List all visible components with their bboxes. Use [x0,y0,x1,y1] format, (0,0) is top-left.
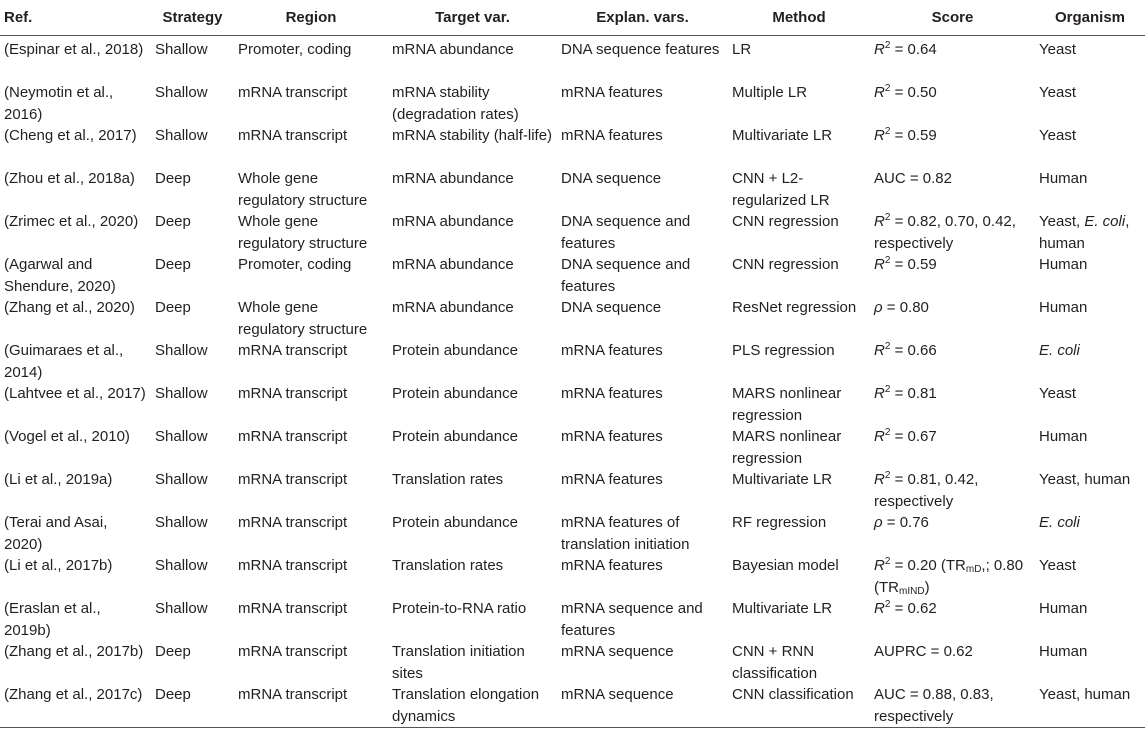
cell-ref: (Neymotin et al., 2016) [4,84,114,123]
cell-organism: Yeast, human [1039,686,1131,703]
cell-score: $R^2 = 0.20$ ($TR_{mD}$,; 0.80 $(TR_{mIND})$ [874,556,1024,597]
cell-explan: mRNA features [561,84,663,101]
cell-organism: Yeast [1039,84,1076,101]
cell-method: CNN + L2-regularized LR [732,170,830,209]
cell-strategy: Shallow [155,428,208,445]
cell-strategy: Shallow [155,471,208,488]
cell-score: AUPRC = 0.62 [874,643,973,660]
cell-ref: (Vogel et al., 2010) [4,428,130,445]
cell-strategy: Shallow [155,84,208,101]
cell-ref: (Guimaraes et al., 2014) [4,342,124,381]
cell-organism: Human [1039,600,1088,617]
cell-strategy: Shallow [155,514,208,531]
cell-method: Multivariate LR [732,127,833,144]
cell-explan: mRNA features [561,557,663,574]
table-row [0,426,1145,469]
cell-strategy: Shallow [155,557,208,574]
cell-explan: mRNA features [561,342,663,359]
cell-strategy: Deep [155,686,191,703]
cell-score: ρ = 0.76 [874,514,929,531]
table-row [0,211,1145,254]
cell-target: mRNA abundance [392,170,514,187]
header-ref: Ref. [0,0,151,36]
cell-method: CNN classification [732,686,854,703]
cell-score: AUC = 0.82 [874,170,952,187]
cell-method: LR [732,41,752,58]
table-row [0,598,1145,641]
cell-ref: (Espinar et al., 2018) [4,41,144,58]
cell-target: mRNA abundance [392,41,514,58]
cell-score: $R^2 = 0.66$ [874,341,937,359]
cell-ref: (Terai and Asai, 2020) [4,514,108,553]
cell-ref: (Zhang et al., 2017b) [4,643,144,660]
table-row [0,254,1145,297]
cell-ref: (Zhang et al., 2020) [4,299,135,316]
cell-strategy: Deep [155,299,191,316]
header-target: Target var. [388,0,557,36]
cell-target: mRNA stability (degradation rates) [392,84,519,123]
cell-explan: mRNA features [561,428,663,445]
cell-score: $R^2 = 0.64$ [874,40,937,58]
header-row [0,0,1145,36]
cell-region: Whole gene regulatory structure [238,213,368,252]
cell-method: MARS nonlinear regression [732,385,842,424]
cell-strategy: Shallow [155,342,208,359]
table-body [0,36,1145,728]
cell-organism: Yeast, E. coli, human [1039,213,1130,252]
cell-ref: (Li et al., 2017b) [4,557,113,574]
cell-score: $R^2 = 0.59$ [874,126,937,144]
cell-method: Bayesian model [732,557,839,574]
table-row [0,512,1145,555]
cell-strategy: Shallow [155,41,208,58]
cell-method: ResNet regression [732,299,857,316]
cell-region: Promoter, coding [238,41,352,58]
table-row [0,383,1145,426]
cell-target: Protein abundance [392,514,518,531]
cell-ref: (Cheng et al., 2017) [4,127,137,144]
cell-ref: (Li et al., 2019a) [4,471,113,488]
table-row [0,340,1145,383]
cell-strategy: Shallow [155,600,208,617]
cell-region: mRNA transcript [238,686,348,703]
cell-target: Protein-to-RNA ratio [392,600,527,617]
cell-strategy: Deep [155,256,191,273]
cell-score: ρ = 0.80 [874,299,929,316]
cell-strategy: Shallow [155,385,208,402]
cell-target: Protein abundance [392,428,518,445]
cell-organism: E. coli [1039,342,1080,359]
cell-region: mRNA transcript [238,600,348,617]
cell-score: $R^2 = 0.81$, 0.42, respectively [874,470,979,510]
header-score: Score [870,0,1035,36]
table-row [0,297,1145,340]
cell-target: mRNA abundance [392,213,514,230]
cell-explan: mRNA features [561,385,663,402]
cell-target: Protein abundance [392,385,518,402]
cell-organism: Human [1039,428,1088,445]
cell-organism: Human [1039,170,1088,187]
cell-region: mRNA transcript [238,471,348,488]
cell-method: Multivariate LR [732,471,833,488]
cell-explan: mRNA features of translation initiation [561,514,690,553]
cell-method: RF regression [732,514,827,531]
cell-method: PLS regression [732,342,835,359]
header-explan: Explan. vars. [557,0,728,36]
cell-region: mRNA transcript [238,557,348,574]
table-row [0,125,1145,168]
cell-region: mRNA transcript [238,643,348,660]
cell-method: CNN regression [732,256,839,273]
cell-score: $R^2 = 0.67$ [874,427,937,445]
cell-region: mRNA transcript [238,342,348,359]
cell-method: CNN regression [732,213,839,230]
cell-method: CNN + RNN classification [732,643,818,682]
cell-explan: mRNA sequence [561,686,674,703]
cell-explan: mRNA sequence [561,643,674,660]
cell-region: Promoter, coding [238,256,352,273]
table-row [0,641,1145,684]
cell-target: mRNA abundance [392,299,514,316]
cell-organism: Yeast [1039,127,1076,144]
table-row [0,469,1145,512]
cell-organism: Human [1039,256,1088,273]
cell-score: $R^2 = 0.82$, 0.70, 0.42, respectively [874,212,1016,252]
cell-method: MARS nonlinear regression [732,428,842,467]
cell-organism: E. coli [1039,514,1080,531]
cell-ref: (Agarwal and Shendure, 2020) [4,256,116,295]
cell-explan: DNA sequence features [561,41,720,58]
cell-score: $R^2 = 0.50$ [874,83,937,101]
cell-target: Translation rates [392,471,504,488]
table-row [0,168,1145,211]
table-row [0,684,1145,728]
cell-score: $R^2 = 0.62$ [874,599,937,617]
header-organism: Organism [1035,0,1145,36]
cell-ref: (Zhang et al., 2017c) [4,686,143,703]
cell-score: $R^2 = 0.59$ [874,255,937,273]
cell-score: AUC = 0.88, 0.83, respectively [874,686,994,725]
cell-target: Protein abundance [392,342,518,359]
cell-region: mRNA transcript [238,428,348,445]
cell-explan: DNA sequence and features [561,256,691,295]
cell-explan: DNA sequence [561,170,662,187]
cell-score: $R^2 = 0.81$ [874,384,937,402]
header-strategy: Strategy [151,0,234,36]
cell-method: Multiple LR [732,84,808,101]
cell-strategy: Deep [155,643,191,660]
cell-organism: Yeast [1039,557,1076,574]
cell-organism: Yeast [1039,41,1076,58]
cell-organism: Human [1039,299,1088,316]
table-row [0,82,1145,125]
cell-region: mRNA transcript [238,385,348,402]
table-row [0,555,1145,598]
cell-ref: (Lahtvee et al., 2017) [4,385,146,402]
cell-ref: (Eraslan et al., 2019b) [4,600,101,639]
cell-method: Multivariate LR [732,600,833,617]
cell-explan: mRNA sequence and features [561,600,703,639]
cell-strategy: Deep [155,213,191,230]
cell-ref: (Zhou et al., 2018a) [4,170,135,187]
cell-target: Translation rates [392,557,504,574]
cell-ref: (Zrimec et al., 2020) [4,213,139,230]
cell-explan: DNA sequence [561,299,662,316]
cell-target: mRNA abundance [392,256,514,273]
header-region: Region [234,0,388,36]
cell-explan: mRNA features [561,127,663,144]
cell-strategy: Shallow [155,127,208,144]
table-row [0,36,1145,83]
cell-region: mRNA transcript [238,127,348,144]
cell-target: Translation elongation dynamics [392,686,540,725]
cell-target: mRNA stability (half-life) [392,127,553,144]
cell-region: mRNA transcript [238,514,348,531]
cell-region: mRNA transcript [238,84,348,101]
cell-region: Whole gene regulatory structure [238,299,368,338]
cell-organism: Yeast [1039,385,1076,402]
cell-strategy: Deep [155,170,191,187]
cell-region: Whole gene regulatory structure [238,170,368,209]
cell-organism: Yeast, human [1039,471,1131,488]
cell-explan: DNA sequence and features [561,213,691,252]
header-method: Method [728,0,870,36]
cell-target: Translation initiation sites [392,643,525,682]
cell-organism: Human [1039,643,1088,660]
cell-explan: mRNA features [561,471,663,488]
